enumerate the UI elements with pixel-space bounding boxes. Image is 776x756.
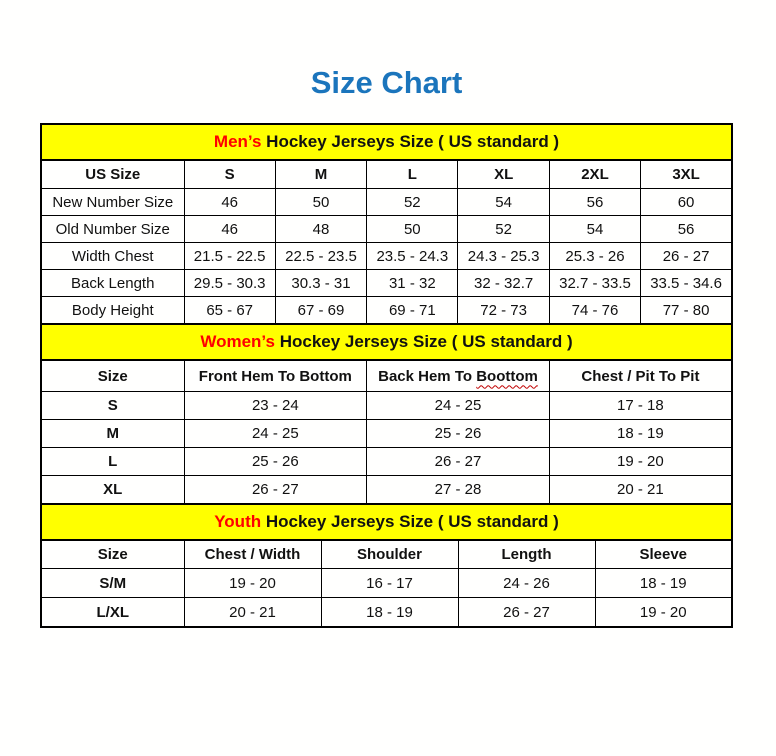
men-size-cell: 56	[641, 216, 732, 243]
youth-size-cell: 26 - 27	[458, 598, 595, 628]
women-column-header: Chest / Pit To Pit	[549, 360, 732, 392]
youth-column-header: Shoulder	[321, 540, 458, 569]
men-size-cell: 23.5 - 24.3	[367, 243, 458, 270]
youth-column-header: Length	[458, 540, 595, 569]
youth-column-header: Chest / Width	[184, 540, 321, 569]
men-column-header: 2XL	[549, 160, 640, 189]
men-row-label: Back Length	[41, 270, 184, 297]
mens-size-table	[40, 159, 733, 325]
youth-table-row	[41, 598, 732, 628]
women-row-label: S	[41, 392, 184, 420]
youth-size-cell: 24 - 26	[458, 569, 595, 598]
men-column-header: L	[367, 160, 458, 189]
men-size-cell: 74 - 76	[549, 297, 640, 325]
women-size-cell: 24 - 25	[367, 392, 550, 420]
youth-header-row	[41, 540, 732, 569]
men-table-row	[41, 270, 732, 297]
banner-rest-text: Hockey Jerseys Size ( US standard )	[274, 332, 573, 351]
youth-size-cell: 20 - 21	[184, 598, 321, 628]
men-size-cell: 32.7 - 33.5	[549, 270, 640, 297]
men-size-cell: 54	[549, 216, 640, 243]
men-size-cell: 46	[184, 189, 275, 216]
men-size-cell: 24.3 - 25.3	[458, 243, 549, 270]
youth-column-header: Sleeve	[595, 540, 732, 569]
men-size-cell: 54	[458, 189, 549, 216]
women-column-header: Front Hem To Bottom	[184, 360, 367, 392]
men-size-cell: 65 - 67	[184, 297, 275, 325]
women-size-cell: 18 - 19	[549, 420, 732, 448]
banner-highlight-text: Youth	[214, 512, 262, 531]
men-size-cell: 67 - 69	[275, 297, 366, 325]
page-title: Size Chart	[310, 65, 463, 100]
women-row-label: XL	[41, 476, 184, 505]
women-size-cell: 26 - 27	[184, 476, 367, 505]
men-row-label: Body Height	[41, 297, 184, 325]
men-size-cell: 29.5 - 30.3	[184, 270, 275, 297]
men-table-row	[41, 189, 732, 216]
mens-size-section	[40, 123, 733, 325]
men-size-cell: 31 - 32	[367, 270, 458, 297]
misspelled-word-squiggle: Boottom	[476, 367, 538, 385]
women-size-cell: 17 - 18	[549, 392, 732, 420]
men-size-cell: 72 - 73	[458, 297, 549, 325]
men-size-cell: 26 - 27	[641, 243, 732, 270]
youth-section-banner	[40, 503, 733, 541]
women-size-cell: 25 - 26	[367, 420, 550, 448]
women-table-row	[41, 392, 732, 420]
banner-rest-text: Hockey Jerseys Size ( US standard )	[261, 512, 559, 531]
women-row-label: L	[41, 448, 184, 476]
men-size-cell: 60	[641, 189, 732, 216]
men-size-cell: 22.5 - 23.5	[275, 243, 366, 270]
men-size-cell: 69 - 71	[367, 297, 458, 325]
men-column-header: XL	[458, 160, 549, 189]
youth-row-label: S/M	[41, 569, 184, 598]
men-column-header: S	[184, 160, 275, 189]
youth-column-header: Size	[41, 540, 184, 569]
women-size-cell: 23 - 24	[184, 392, 367, 420]
women-size-cell: 26 - 27	[367, 448, 550, 476]
men-size-cell: 21.5 - 22.5	[184, 243, 275, 270]
men-table-row	[41, 243, 732, 270]
youth-row-label: L/XL	[41, 598, 184, 628]
women-size-cell: 20 - 21	[549, 476, 732, 505]
women-column-header: Size	[41, 360, 184, 392]
men-size-cell: 48	[275, 216, 366, 243]
men-table-row	[41, 216, 732, 243]
women-table-row	[41, 420, 732, 448]
women-table-row	[41, 448, 732, 476]
men-column-header: US Size	[41, 160, 184, 189]
men-row-label: Width Chest	[41, 243, 184, 270]
banner-rest-text: Hockey Jerseys Size ( US standard )	[261, 132, 560, 151]
men-row-label: Old Number Size	[41, 216, 184, 243]
youth-size-section	[40, 503, 733, 628]
men-row-label: New Number Size	[41, 189, 184, 216]
womens-section-banner	[40, 323, 733, 361]
men-size-cell: 52	[458, 216, 549, 243]
youth-size-table	[40, 539, 733, 628]
men-column-header: 3XL	[641, 160, 732, 189]
women-table-row	[41, 476, 732, 505]
women-row-label: M	[41, 420, 184, 448]
women-size-cell: 24 - 25	[184, 420, 367, 448]
women-column-header	[367, 360, 550, 392]
men-size-cell: 30.3 - 31	[275, 270, 366, 297]
men-size-cell: 56	[549, 189, 640, 216]
men-size-cell: 46	[184, 216, 275, 243]
mens-section-banner	[40, 123, 733, 161]
womens-size-table	[40, 359, 733, 505]
womens-header-row	[41, 360, 732, 392]
size-chart-page	[40, 64, 733, 628]
women-size-cell: 25 - 26	[184, 448, 367, 476]
banner-highlight-text: Women’s	[200, 332, 275, 351]
men-size-cell: 50	[367, 216, 458, 243]
men-size-cell: 33.5 - 34.6	[641, 270, 732, 297]
youth-size-cell: 19 - 20	[595, 598, 732, 628]
men-size-cell: 50	[275, 189, 366, 216]
womens-size-section	[40, 323, 733, 505]
youth-size-cell: 19 - 20	[184, 569, 321, 598]
men-size-cell: 32 - 32.7	[458, 270, 549, 297]
youth-size-cell: 18 - 19	[321, 598, 458, 628]
women-size-cell: 27 - 28	[367, 476, 550, 505]
mens-header-row	[41, 160, 732, 189]
youth-size-cell: 16 - 17	[321, 569, 458, 598]
men-table-row	[41, 297, 732, 325]
men-size-cell: 77 - 80	[641, 297, 732, 325]
men-size-cell: 25.3 - 26	[549, 243, 640, 270]
women-size-cell: 19 - 20	[549, 448, 732, 476]
youth-size-cell: 18 - 19	[595, 569, 732, 598]
men-size-cell: 52	[367, 189, 458, 216]
men-column-header: M	[275, 160, 366, 189]
banner-highlight-text: Men’s	[213, 132, 262, 151]
youth-table-row	[41, 569, 732, 598]
column-header-text: Back Hem To	[378, 367, 477, 385]
